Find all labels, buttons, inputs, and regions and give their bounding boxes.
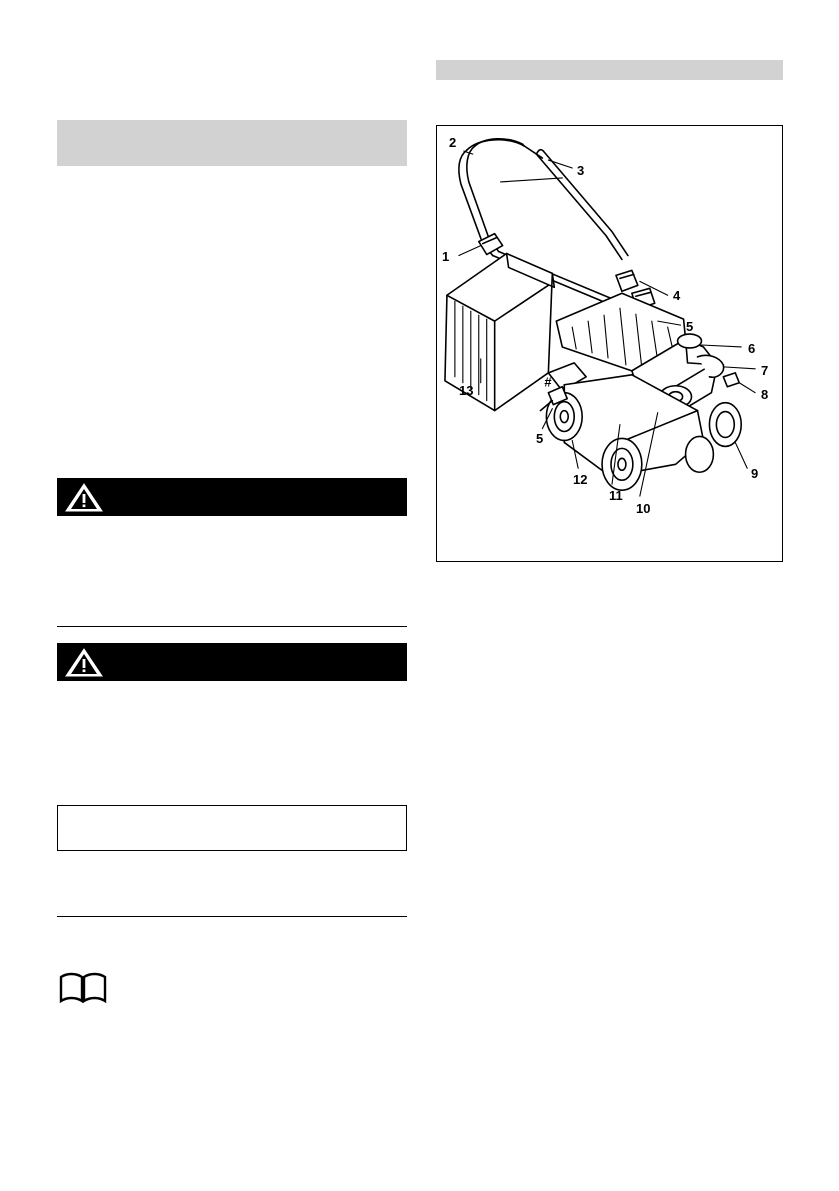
notice-box bbox=[57, 805, 407, 851]
warning-triangle-icon bbox=[65, 647, 103, 677]
figure-callout-5-lower: 5 bbox=[536, 431, 544, 446]
figure-callout-6: 6 bbox=[748, 341, 756, 356]
warning-triangle-icon bbox=[65, 482, 103, 512]
figure-callout-5-upper: 5 bbox=[686, 319, 694, 334]
open-book-icon bbox=[59, 972, 107, 1004]
figure-callout-3: 3 bbox=[577, 163, 585, 178]
figure-callout-2: 2 bbox=[449, 135, 457, 150]
figure-hash-marker: # bbox=[544, 374, 552, 390]
divider-rule-2 bbox=[57, 916, 407, 917]
figure-callout-7: 7 bbox=[761, 363, 769, 378]
warning-band-2 bbox=[57, 643, 407, 681]
figure-callout-11: 11 bbox=[609, 488, 623, 503]
figure-callout-8: 8 bbox=[761, 387, 769, 402]
divider-rule-1 bbox=[57, 626, 407, 627]
figure-callout-10: 10 bbox=[636, 501, 651, 516]
figure-mower-overview bbox=[436, 125, 783, 562]
warning-band-1 bbox=[57, 478, 407, 516]
right-column-header-band bbox=[436, 60, 783, 80]
figure-callout-9: 9 bbox=[751, 466, 759, 481]
section-heading-band bbox=[57, 120, 407, 166]
figure-callout-12: 12 bbox=[573, 472, 588, 487]
figure-callout-1: 1 bbox=[442, 249, 450, 264]
figure-callout-13: 13 bbox=[459, 383, 474, 398]
left-column bbox=[57, 120, 407, 166]
figure-callout-4: 4 bbox=[673, 288, 681, 303]
